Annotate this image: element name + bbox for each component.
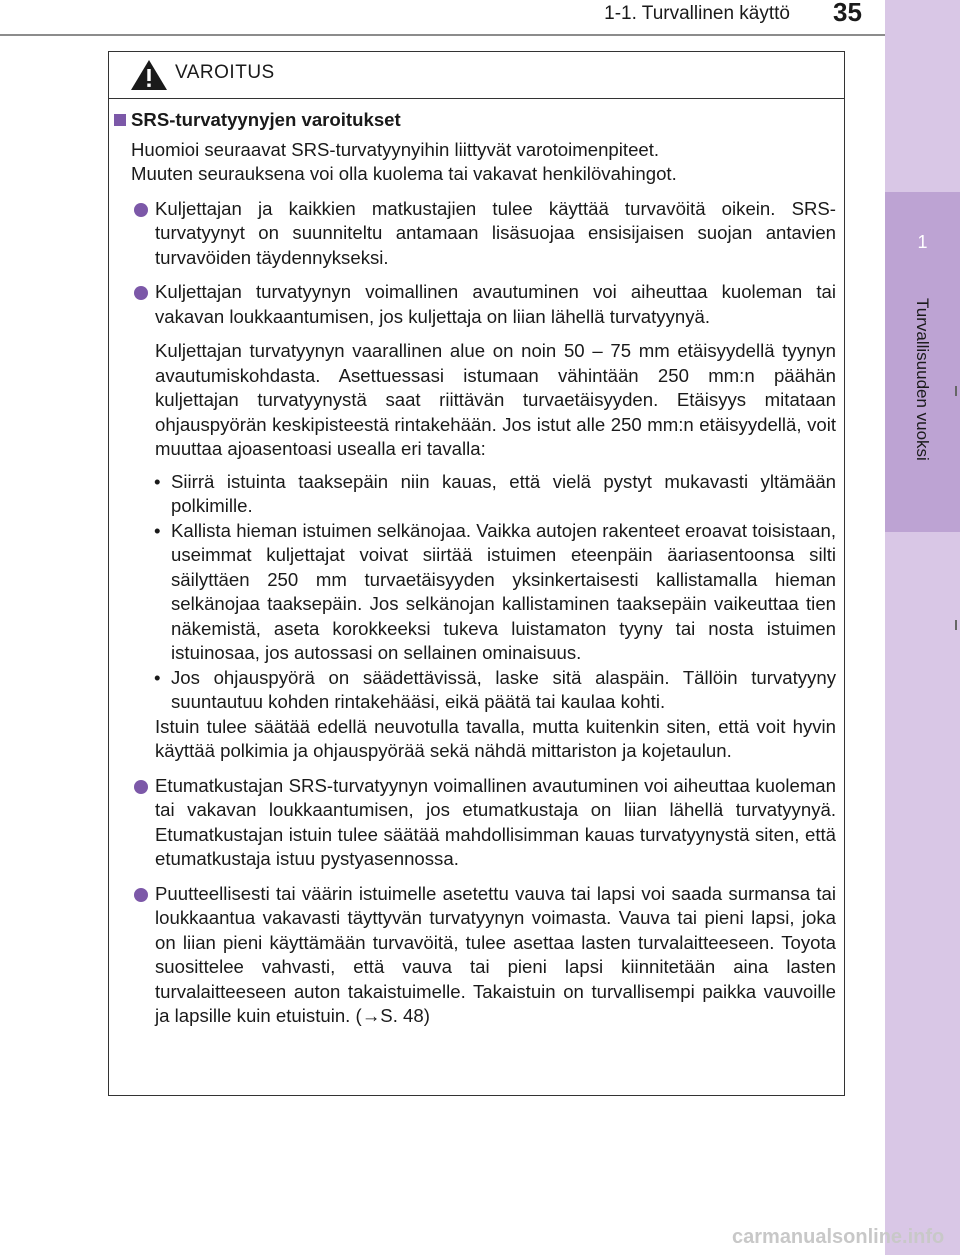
header-section: 1-1. Turvallinen käyttö [604,3,790,24]
edge-tick [955,386,957,396]
list-marker: • [154,519,161,541]
circle-bullet-icon [134,203,148,217]
driver-detail: Kuljettajan turvatyynyn vaarallinen alue on noin 50 – 75 mm etäisyydellä tyynyn avautumiskohdasta. Asettuessasi istumaan vähintään 250 mm:n päähän kuljettajan turvatyynystä saat riittävän turvaetäisyyden. Etäisyys mitataan ohjauspyörän keskipisteestä rintakehään. Jos istut alle 250 mm:n etäisyydellä, voit muuttaa ajoasentoasi usealla eri tavalla: [155,340,836,459]
intro-line: Muuten seurauksena voi olla kuolema tai vakavat henkilövahingot. [131,163,677,184]
header-divider [0,34,885,36]
chapter-number: 1 [917,232,928,252]
page-number: 35 [833,0,862,27]
list-item [109,666,836,715]
bullet-text: Puutteellisesti tai väärin istuimelle asetettu vauva tai lapsi voi saada surmansa tai loukkaantua vakavasti täyttyvän turvatyynyn voimasta. Vauva tai pieni lapsi, joka on liian pieni käyttämään turvavöitä, tulee asettaa lasten turvalaitteeseen. Toyota suosittelee vahvasti, että vauva tai pieni lapsi kiinnitetään aina lasten turvalaitteeseen auton takaistuimelle. Takaistuin on turvallisempi paikka vauvoille ja lapsille kuin etuistuin. (→S. 48) [155,882,836,1026]
list-item [109,519,836,666]
list-text: Kallista hieman istuimen selkänojaa. Vaikka autojen rakenteet eroavat toisistaan, useimmat kuljettajat voivat siirtää istuimen eteenpäin äariasentoonsa silti säilyttäen 250 mm turvaetäisyyden yksinkertaisesti kallistamalla hieman selkänojaa taaksepäin. Jos selkänojan kallistaminen taaksepäin vaikeuttaa tien näkemistä, aseta korokkeeksi tukeva luistamaton tyyny tai nosta istuimen istuinosaa, jos autossasi on sellainen ominaisuus. [171,519,836,663]
list-text: Siirrä istuinta taaksepäin niin kauas, että vielä pystyt mukavasti yltämään polkimille. [171,470,836,516]
circle-bullet-icon [134,780,148,794]
list-marker: • [154,470,161,492]
bullet-text: Etumatkustajan SRS-turvatyynyn voimallinen avautuminen voi aiheuttaa kuoleman tai vakavan loukkaantumisen, jos etumatkustaja on liian lähellä turvatyynyä. Etumatkustajan istuin tulee säätää mahdollisimman kauas turvatyynystä siten, että etumatkustaja istuu pystyasennossa. [155,774,836,869]
warning-header [109,52,844,99]
bullet-item [109,280,836,329]
warning-box [108,51,845,1096]
section-title-text: SRS-turvatyynyjen varoitukset [131,109,401,130]
list-text: Jos ohjauspyörä on säädettävissä, laske sitä alaspäin. Tällöin turvatyyny suuntautuu kohden rintakehääsi, eikä päätä tai kaulaa kohti. [171,666,836,712]
circle-bullet-icon [134,286,148,300]
bullet-text: Kuljettajan ja kaikkien matkustajien tulee käyttää turvavöitä oikein. SRS-turvatyynyt on suunniteltu antamaan lisäsuojaa ensisijaisen suojan antavien turvavöiden täydennykseksi. [155,197,836,268]
circle-bullet-icon [134,888,148,902]
bullet-item [109,197,836,271]
edge-tick [955,620,957,630]
square-bullet-icon [114,114,126,126]
seat-note: Istuin tulee säätää edellä neuvotulla tavalla, mutta kuitenkin siten, että voit hyvin käyttää polkimia ja ohjauspyörää sekä nähdä mittariston ja kojetaulun. [155,715,836,761]
bullet-text: Kuljettajan turvatyynyn voimallinen avautuminen voi aiheuttaa kuoleman tai vakavan loukkaantumisen, jos kuljettaja on liian lähellä turvatyynyä. [155,281,836,327]
warning-content [109,108,836,1029]
side-tab [885,0,960,1255]
watermark: carmanualsonline.info [732,1226,945,1248]
bullet-item [109,774,836,872]
list-item [109,470,836,519]
intro-line: Huomioi seuraavat SRS-turvatyynyihin liittyvät varotoimenpiteet. [131,138,660,160]
warning-triangle-icon [129,58,169,92]
chapter-label: Turvallisuuden vuoksi [913,298,932,461]
section-title [109,108,836,133]
bullet-item [109,882,836,1029]
list-marker: • [154,666,161,688]
warning-title: VAROITUS [175,62,275,83]
